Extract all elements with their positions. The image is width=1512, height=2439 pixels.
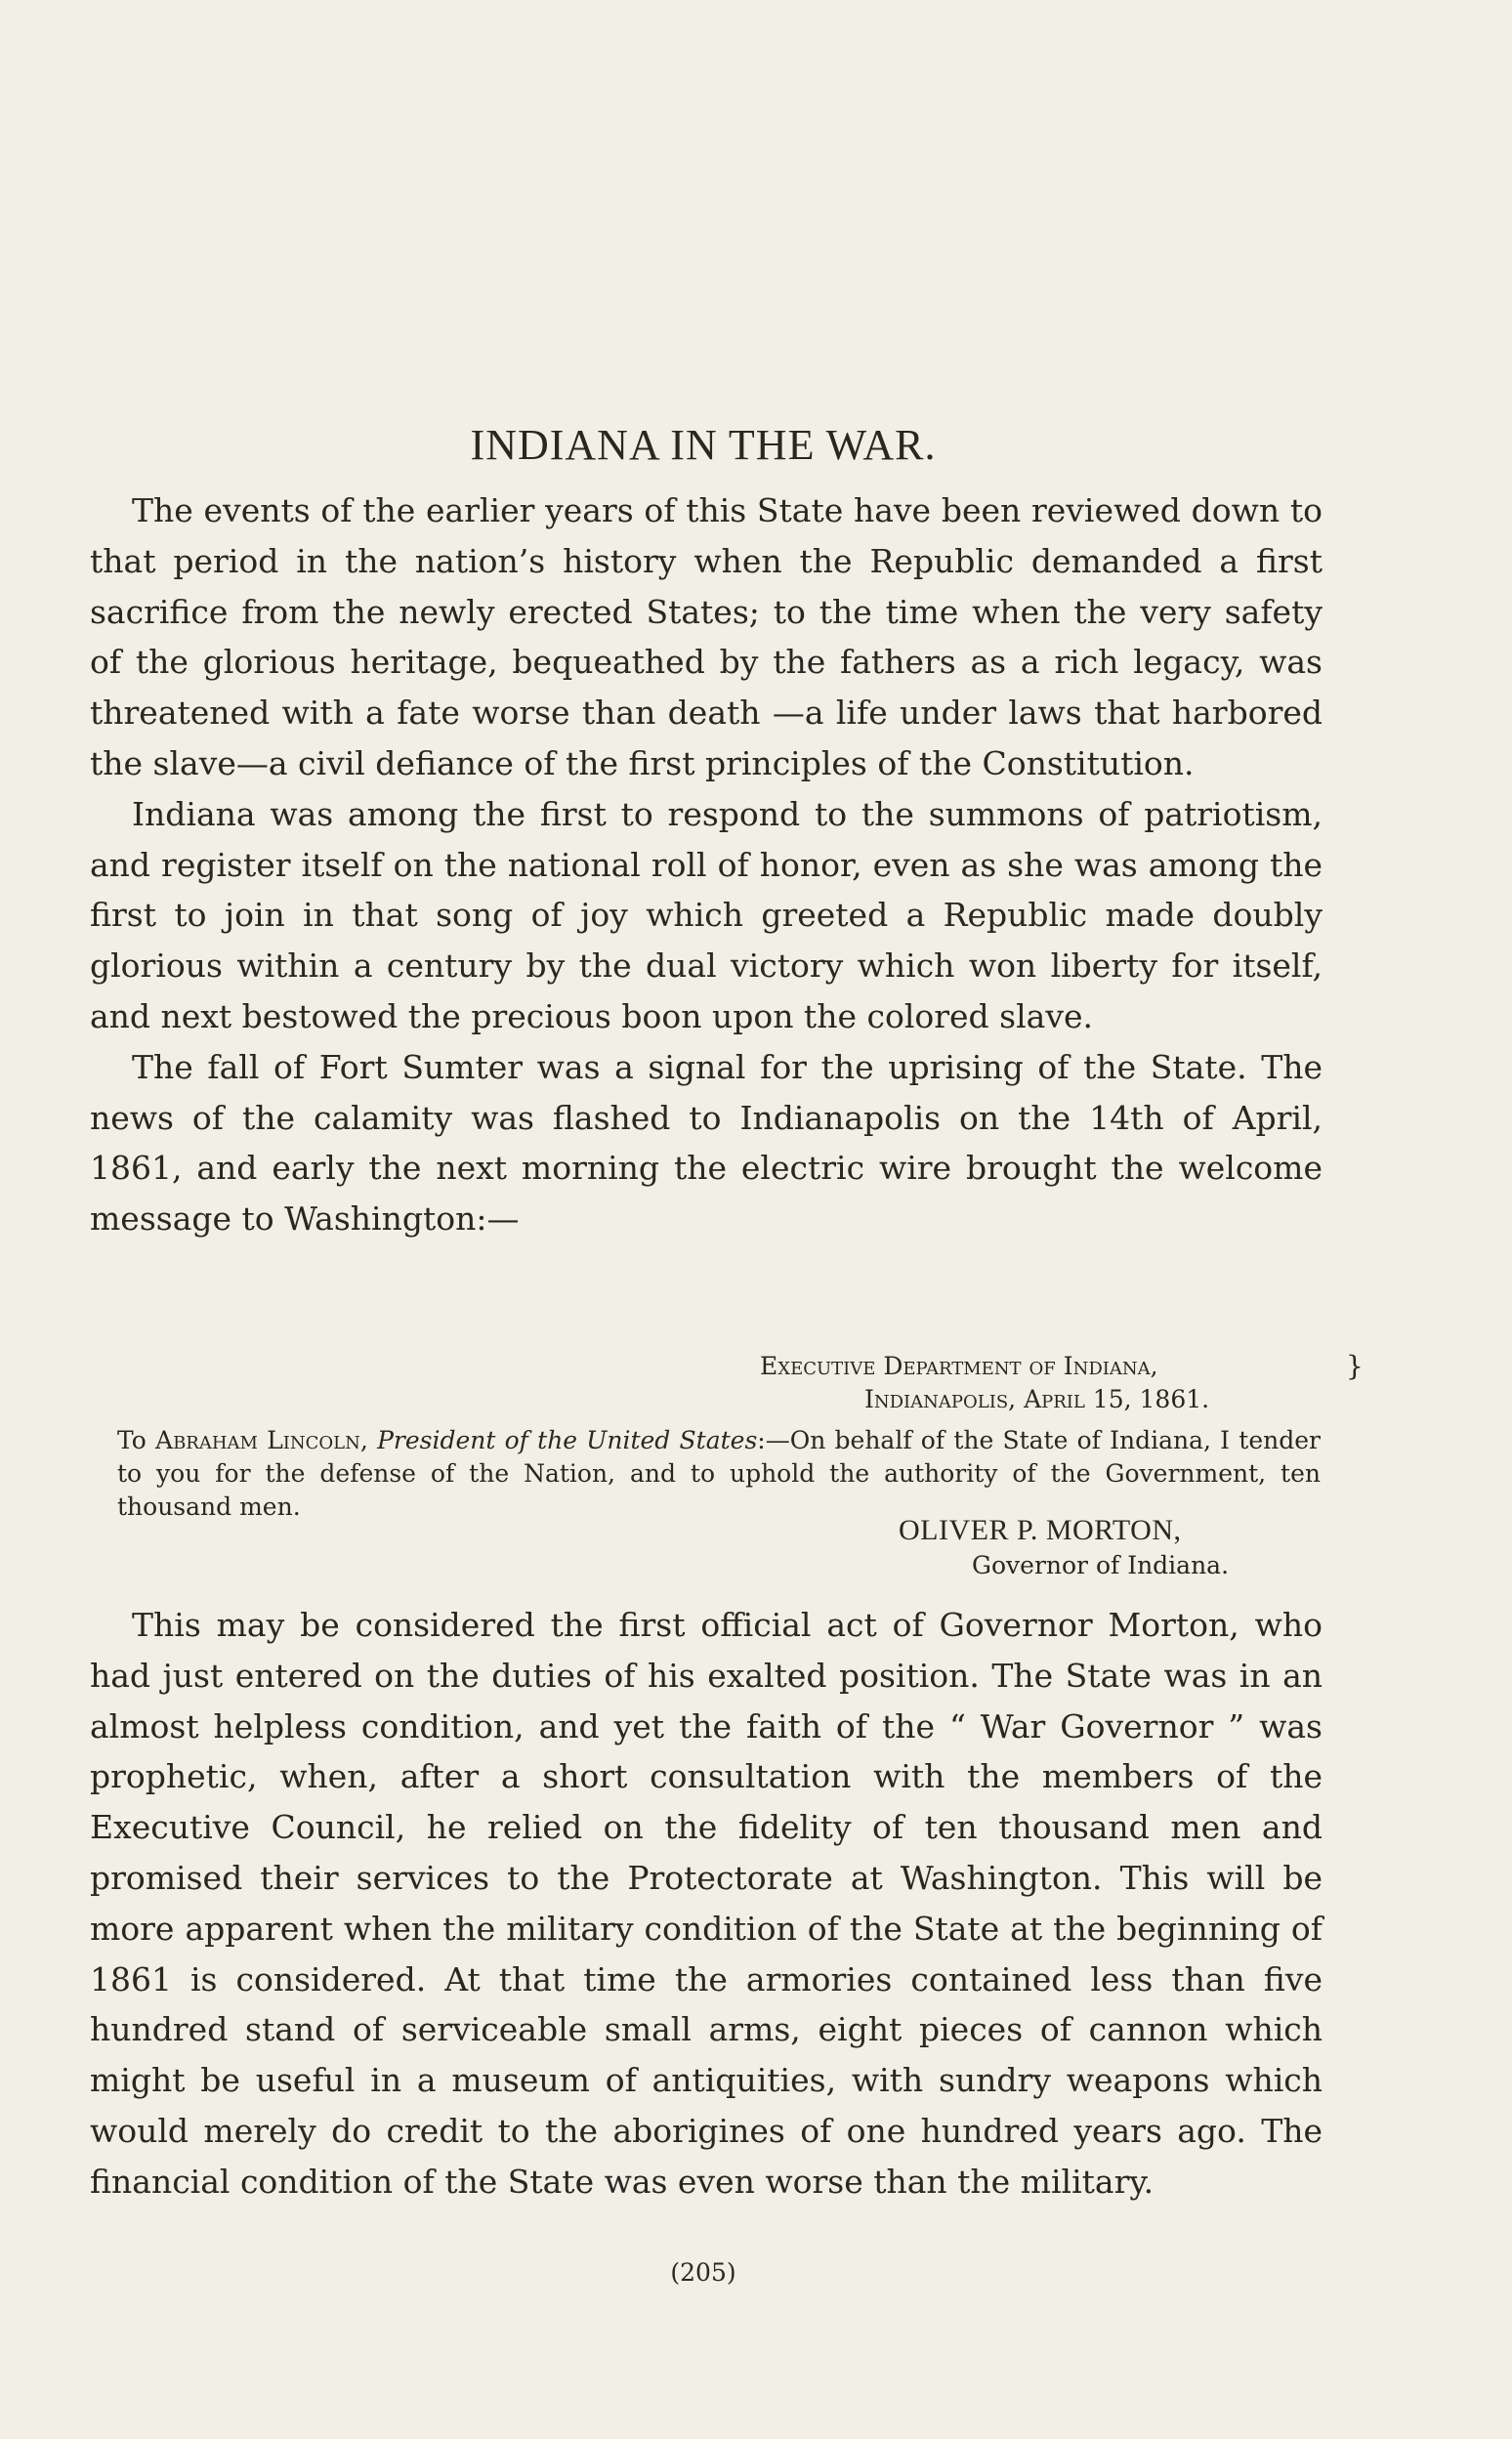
telegram-message: To Abraham Lincoln, President of the United States:—On behalf of the State of Indiana, I tender to you for the defense of the Nation, and to uphold the authority of the Government, ten thousand men. [117, 1426, 1321, 1521]
recipient-name: Abraham Lincoln [155, 1426, 360, 1454]
to-label: To [117, 1426, 156, 1454]
paragraph: The fall of Fort Sumter was a signal for the uprising of the State. The news of the calamity was flashed to Indianapolis on the 14th of April, 1861, and early the next morning the electric wire brought the welcome message to Washington:— [90, 1047, 1323, 1239]
page-title: INDIANA IN THE WAR. [470, 421, 937, 469]
paragraph: Indiana was among the first to respond to the summons of patriotism, and register itself on the national roll of honor, even as she was among the first to join in that song of joy which greeted a Republic made doubly glorious within a century by the dual victory which won liberty for itself, and next bestowed the precious boon upon the colored slave. [90, 794, 1323, 1035]
brace-icon: } [1346, 1350, 1364, 1382]
telegram-header [645, 1350, 1328, 1416]
telegram-header-line: Executive Department of Indiana, [760, 1352, 1158, 1380]
paragraph: This may be considered the first official act of Governor Morton, who had just entered on the duties of his exalted position. The State was in an almost helpless condition, and yet the faith of the “ War Governor ” was prophetic, when, after a short consultation with the members of the Executive Council, he relied on the fidelity of ten thousand men and promised their services to the Protectorate at Washington. This will be more apparent when the military condition of the State at the beginning of 1861 is considered. At that time the armories contained less than five hundred stand of serviceable small arms, eight pieces of cannon which might be useful in a museum of antiquities, with sundry weapons which would merely do credit to the aborigines of one hundred years ago. The financial condition of the State was even worse than the military. [90, 1606, 1323, 2201]
text-block-after-telegram [90, 1600, 1323, 2208]
page-number: (205) [670, 2258, 736, 2287]
paragraph: The events of the earlier years of this State have been reviewed down to that period in the nation’s history when the Republic demanded a first sacrifice from the newly erected States; to the time when the very safety of the glorious heritage, bequeathed by the fathers as a rich legacy, was threatened with a fate worse than death —a life under laws that harbored the slave—a civil defiance of the first principles of the Constitution. [90, 491, 1323, 782]
message-body: :—On behalf of the State of Indiana, I tender to you for the defense of the Nation, and to uphold the authority of the Government, ten thousand men. [117, 1426, 1321, 1521]
telegram-header-line: Indianapolis, April 15, 1861. [864, 1385, 1210, 1413]
signer-name: OLIVER P. MORTON, [899, 1514, 1182, 1546]
text-block-before-telegram [90, 485, 1323, 1244]
recipient-title: President of the United States [377, 1426, 758, 1454]
signer-title: Governor of Indiana. [972, 1551, 1230, 1579]
